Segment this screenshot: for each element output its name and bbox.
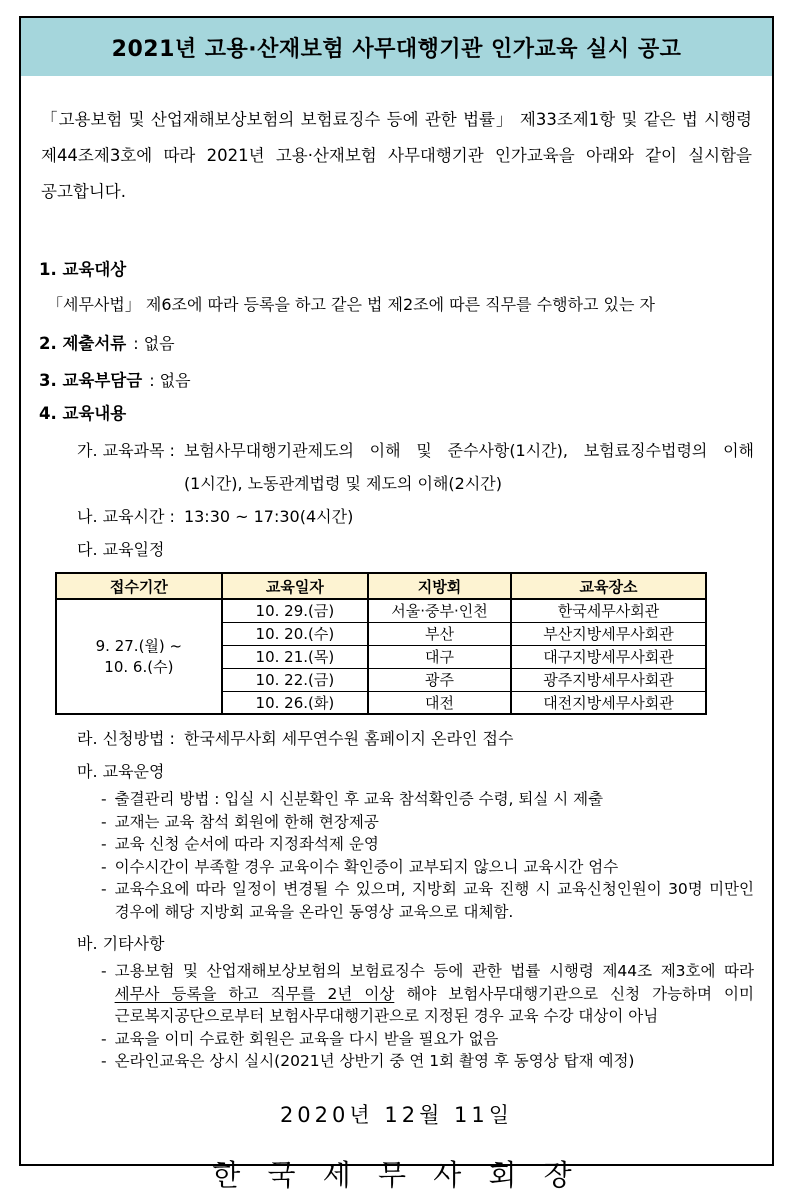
bullet-dash: - <box>101 835 107 853</box>
table-row <box>56 599 706 622</box>
cell-region: 대전 <box>368 691 511 714</box>
document-body <box>21 102 772 1194</box>
bullet-dash: - <box>101 812 107 831</box>
bullet-dash: - <box>101 962 107 980</box>
subitem-application-label: 라. 신청방법 : <box>77 729 175 748</box>
cell-region: 대구 <box>368 645 511 668</box>
cell-region: 부산 <box>368 622 511 645</box>
col-header-region: 지방회 <box>368 573 511 599</box>
bullet-dash: - <box>101 880 107 898</box>
section-2-heading <box>39 334 754 354</box>
cell-region: 서울·중부·인천 <box>368 599 511 622</box>
subitem-misc-label: 바. 기타사항 <box>77 934 165 953</box>
section-1 <box>39 260 754 315</box>
misc-bullets <box>101 960 754 1073</box>
misc-bullet-1: 고용보험 및 산업재해보상보험의 보험료징수 등에 관한 법률 시행령 제44조 제3호에 따라 세무사 등록을 하고 직무를 2년 이상 해야 보험사무대행기관으로 신청 가능하며 이미 근로복지공단으로부터 보험사무대행기관으로 지정된 경우 교육 수강 대상이 아님 <box>114 962 754 1025</box>
subitem-hours-label: 나. 교육시간 : <box>77 507 175 526</box>
col-header-period: 접수기간 <box>56 573 222 599</box>
issue-date: 2020년 12월 11일 <box>279 1102 514 1127</box>
subitem-hours <box>77 500 754 533</box>
section-3-heading <box>39 371 754 391</box>
list-item: - 교육수요에 따라 일정이 변경될 수 있으며, 지방회 교육 진행 시 교육신청인원이 30명 미만인 경우에 해당 지방회 교육을 온라인 동영상 교육으로 대체함. <box>101 878 754 923</box>
cell-region: 광주 <box>368 668 511 691</box>
intro-paragraph: 「고용보험 및 산업재해보상보험의 보험료징수 등에 관한 법률」 제33조제1항 및 같은 법 시행령 제44조제3호에 따라 2021년 고용·산재보험 사무대행기관 인가교육을 아래와 같이 실시함을 공고합니다. <box>41 110 752 201</box>
subitem-hours-text: 13:30 ~ 17:30(4시간) <box>183 507 354 526</box>
underlined-requirement: 세무사 등록을 하고 직무를 2년 이상 <box>114 984 395 1003</box>
section-3-value: : 없음 <box>149 371 191 390</box>
bullet-dash: - <box>101 1029 107 1048</box>
application-period-cell <box>56 599 222 714</box>
document-sheet <box>19 16 774 1192</box>
cell-venue: 부산지방세무사회관 <box>511 622 706 645</box>
cell-date: 10. 20.(수) <box>222 622 368 645</box>
list-item: - 온라인교육은 상시 실시(2021년 상반기 중 연 1회 촬영 후 동영상 탑재 예정) <box>101 1050 754 1073</box>
list-item: - 교육 신청 순서에 따라 지정좌석제 운영 <box>101 833 754 856</box>
col-header-date: 교육일자 <box>222 573 368 599</box>
section-2-value: : 없음 <box>133 334 175 353</box>
subitem-subjects-label: 가. 교육과목 : <box>77 441 175 460</box>
list-item: - 교재는 교육 참석 회원에 한해 현장제공 <box>101 811 754 834</box>
list-item: - 이수시간이 부족할 경우 교육이수 확인증이 교부되지 않으니 교육시간 엄수 <box>101 856 754 879</box>
cell-venue: 대구지방세무사회관 <box>511 645 706 668</box>
bullet-dash: - <box>101 857 107 876</box>
subitem-schedule-label: 다. 교육일정 <box>77 540 165 559</box>
issuer-signature: 한 국 세 무 사 회 장 <box>212 1157 581 1192</box>
cell-venue: 대전지방세무사회관 <box>511 691 706 714</box>
operation-bullets <box>101 788 754 923</box>
list-item: - 출결관리 방법 : 입실 시 신분확인 후 교육 참석확인증 수령, 퇴실 시 제출 <box>101 788 754 811</box>
table-header-row <box>56 573 706 599</box>
bullet-dash: - <box>101 790 107 808</box>
cell-date: 10. 21.(목) <box>222 645 368 668</box>
cell-venue: 한국세무사회관 <box>511 599 706 622</box>
list-item <box>101 960 754 1028</box>
subitem-subjects-text: 보험사무대행기관제도의 이해 및 준수사항(1시간), 보험료징수법령의 이해(1시간), 노동관계법령 및 제도의 이해(2시간) <box>183 441 754 493</box>
application-period-line2: 10. 6.(수) <box>104 657 174 676</box>
subitem-application-text: 한국세무사회 세무연수원 홈페이지 온라인 접수 <box>183 729 514 748</box>
bullet-dash: - <box>101 1052 107 1070</box>
section-4-heading: 4. 교육내용 <box>39 404 127 423</box>
cell-date: 10. 22.(금) <box>222 668 368 691</box>
document-title: 2021년 고용·산재보험 사무대행기관 인가교육 실시 공고 <box>111 36 682 62</box>
section-1-heading: 1. 교육대상 <box>39 260 127 279</box>
section-3-label: 3. 교육부담금 <box>39 371 143 390</box>
subitem-application-method <box>77 727 754 751</box>
title-banner <box>21 18 772 76</box>
cell-venue: 광주지방세무사회관 <box>511 668 706 691</box>
col-header-venue: 교육장소 <box>511 573 706 599</box>
subitem-operation-label: 마. 교육운영 <box>77 762 165 781</box>
section-2-label: 2. 제출서류 <box>39 334 127 353</box>
cell-date: 10. 26.(화) <box>222 691 368 714</box>
subitem-subjects <box>77 434 754 500</box>
application-period-line1: 9. 27.(월) ~ <box>95 636 183 655</box>
section-1-body: 「세무사법」 제6조에 따라 등록을 하고 같은 법 제2조에 따른 직무를 수행하고 있는 자 <box>47 295 655 314</box>
cell-date: 10. 29.(금) <box>222 599 368 622</box>
schedule-table <box>55 572 707 715</box>
list-item: - 교육을 이미 수료한 회원은 교육을 다시 받을 필요가 없음 <box>101 1028 754 1051</box>
